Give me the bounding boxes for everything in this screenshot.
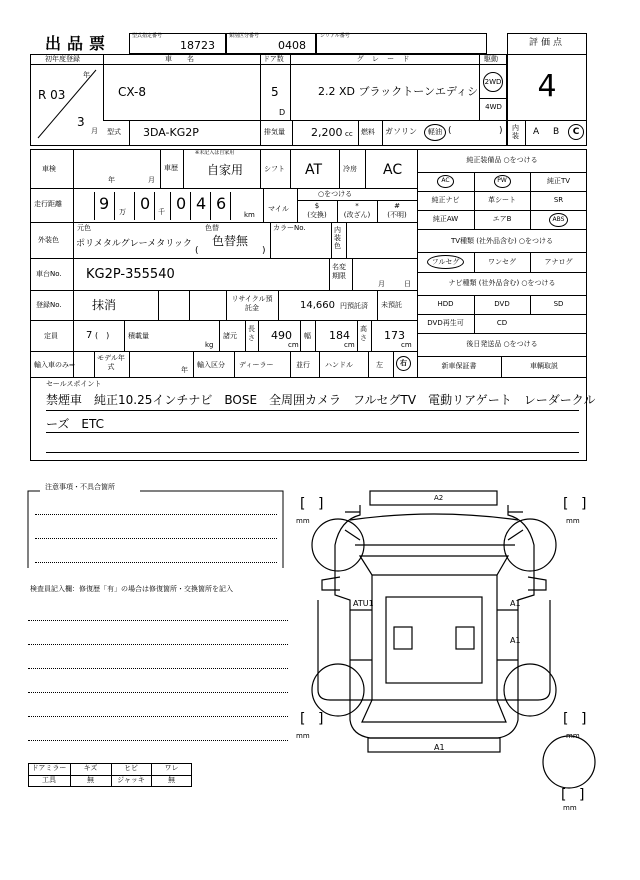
mileage-man: 万: [119, 208, 126, 216]
equip-sr: SR: [553, 196, 564, 204]
aircon-value: AC: [383, 162, 403, 178]
type-no-label: 型式指定番号: [132, 33, 163, 39]
sales-line-1: 禁煙車 純正10.25インチナビ BOSE 全周囲カメラ フルセグTV 電動リアゲート レーダークル: [46, 393, 596, 407]
load-label: 積載量: [128, 332, 149, 340]
fuel-gasoline: ガソリン: [385, 127, 417, 136]
mm-fl: mm: [296, 517, 310, 525]
recycle-label: リサイクル預託金: [231, 295, 273, 312]
equip-ac: AC: [441, 177, 450, 184]
later-manual: 車輌取説: [530, 362, 558, 370]
chassis-label: 車台No.: [36, 270, 62, 278]
height-value: 173: [384, 329, 405, 342]
tamper-label: (改ざん): [343, 211, 371, 219]
later-title: 後日発送品 ○をつける: [466, 340, 538, 348]
length-value: 490: [271, 329, 292, 342]
equip-navi: 純正ナビ: [431, 196, 460, 204]
mileage-digit-1: 9: [99, 194, 110, 213]
mileage-digit-5: 6: [216, 194, 227, 213]
sales-label: セールスポイント: [46, 380, 102, 388]
capacity-value: 7: [86, 330, 93, 341]
damage-right-mid: A1: [510, 599, 521, 608]
navi-dvd: DVD: [494, 300, 510, 308]
import-label: 輸入車のみ⇒: [34, 361, 75, 369]
legend-header-1: ドアミラー: [31, 764, 67, 772]
fuel-diesel: 軽油: [428, 128, 442, 136]
history-label: 車歴: [164, 164, 178, 172]
color-paren-open: (: [195, 246, 199, 256]
inspection-month-unit: 月: [148, 176, 155, 184]
tv-fullseg: フルセグ: [431, 258, 460, 266]
handle-label: ハンドル: [325, 361, 353, 369]
mm-fr: mm: [566, 517, 580, 525]
grade-value: 2.2 XD ブラックトーンエディシ: [318, 85, 479, 98]
mm-spare: mm: [563, 804, 577, 812]
category-label: 類別区分番号: [229, 33, 260, 39]
recycle-suffix: 円預託済: [340, 302, 368, 310]
equip-abs: ABS: [552, 216, 565, 223]
history-note: ※未記入は自家用: [195, 150, 235, 156]
unknown-label: (不明): [387, 211, 407, 219]
drive-label: 駆動: [484, 55, 498, 63]
bracket-rl-open: [: [300, 711, 306, 727]
bracket-rr-open: [: [563, 711, 569, 727]
dvd-playback: DVD再生可: [427, 319, 464, 327]
model-value: 3DA-KG2P: [143, 126, 199, 139]
length-label: 長さ: [248, 325, 255, 342]
chassis-value: KG2P-355540: [86, 267, 175, 282]
recycle-unpaid: 未預託: [381, 301, 402, 309]
bracket-rr-close: ]: [581, 711, 587, 727]
drive-2wd: 2WD: [484, 78, 502, 86]
transfer-label: 名変期限: [332, 263, 346, 280]
damage-left-mid: ATU1: [353, 599, 374, 608]
mileage-label: 走行距離: [34, 200, 62, 208]
bracket-fl-open: [: [300, 496, 306, 512]
model-year-label: モデル年式: [97, 354, 125, 371]
color-outer-label: 外装色: [38, 236, 59, 244]
bracket-fr-close: ]: [581, 496, 587, 512]
width-cm: cm: [344, 341, 355, 349]
grade-label: グ レ ー ド: [356, 55, 413, 63]
load-unit: kg: [205, 341, 214, 349]
fuel-paren-open: (: [448, 126, 452, 136]
navi-title: ナビ種類 (社外品含む) ○をつける: [448, 279, 556, 287]
interior-c: C: [572, 127, 580, 137]
width-label: 幅: [304, 332, 311, 340]
mileage-digit-4: 4: [196, 194, 207, 213]
displacement-unit: cc: [345, 130, 353, 138]
height-cm: cm: [401, 341, 412, 349]
mileage-digit-2: 0: [140, 194, 151, 213]
form-title: 出品票: [45, 34, 112, 53]
dollar-label: $: [314, 202, 320, 210]
legend-value-4: 無: [168, 776, 175, 784]
equip-pw: PW: [497, 177, 507, 184]
star-label: *: [355, 202, 359, 210]
sales-line-2: ーズ ETC: [46, 417, 104, 431]
color-change-value: 色替無: [212, 234, 249, 248]
color-orig-label: 元色: [77, 224, 91, 232]
mileage-km: km: [244, 211, 255, 219]
mileage-circle-note: ○をつける: [318, 190, 353, 198]
legend-header-3: ヒビ: [124, 764, 138, 772]
interior-a: A: [533, 127, 540, 137]
navi-hdd: HDD: [437, 300, 454, 308]
transfer-month: 月: [378, 280, 385, 288]
import-class-label: 輸入区分: [197, 361, 225, 369]
serial-label: シリアル番号: [320, 33, 350, 39]
car-name-value: CX-8: [118, 85, 146, 99]
mm-rr: mm: [566, 732, 580, 740]
legend-value-3: ジャッキ: [117, 776, 145, 784]
length-cm: cm: [288, 341, 299, 349]
mile-label: マイル: [268, 205, 289, 213]
handle-right: 右: [400, 359, 407, 367]
tv-analog: アナログ: [544, 258, 573, 266]
legend-header-2: キズ: [83, 764, 98, 772]
shift-label: シフト: [264, 165, 285, 173]
equipment-title: 純正装備品 ○をつける: [466, 156, 538, 164]
registration-value: 抹消: [92, 298, 117, 312]
damage-rear: A1: [434, 743, 445, 752]
navi-sd: SD: [553, 300, 564, 308]
cd: CD: [496, 319, 508, 327]
mm-rl: mm: [296, 732, 310, 740]
dims-label: 諸元: [223, 332, 237, 340]
first-reg-month: 3: [77, 115, 85, 129]
exchange-label: (交換): [307, 211, 327, 219]
import-dealer: ディーラー: [239, 361, 274, 369]
registration-label: 登録No.: [36, 301, 62, 309]
color-paren-close: ): [262, 246, 266, 256]
handle-left: 左: [376, 361, 383, 369]
model-label: 型式: [107, 128, 121, 136]
displacement-label: 排気量: [264, 128, 285, 136]
width-value: 184: [329, 329, 350, 342]
tv-oneseg: ワンセグ: [488, 258, 516, 266]
mileage-sen: 千: [158, 208, 165, 216]
equip-aw: 純正AW: [432, 215, 459, 223]
tv-title: TV種類 (社外品含む) ○をつける: [450, 237, 554, 245]
drive-4wd: 4WD: [485, 103, 502, 111]
caution-label: 注意事項・不具合箇所: [45, 483, 115, 491]
inspection-label: 車検: [42, 165, 56, 173]
fuel-label: 燃料: [361, 128, 375, 136]
mileage-digit-3: 0: [176, 194, 187, 213]
shift-value: AT: [305, 162, 323, 178]
bracket-spare-close: ]: [579, 787, 585, 803]
inspection-year-unit: 年: [108, 176, 115, 184]
bracket-fr-open: [: [563, 496, 569, 512]
interior-b: B: [553, 127, 560, 137]
doors-value: 5: [271, 85, 279, 99]
aircon-label: 冷房: [343, 165, 357, 173]
year-unit: 年: [83, 71, 90, 79]
interior-label: 内装: [512, 124, 519, 140]
bracket-fl-close: ]: [318, 496, 324, 512]
month-unit: 月: [91, 127, 98, 135]
score-label: 評価点: [528, 38, 565, 48]
capacity-paren: ( ): [95, 331, 110, 340]
color-value: ポリメタルグレーメタリック: [76, 239, 192, 249]
car-name-label: 車 名: [165, 55, 198, 63]
score-value: 4: [537, 69, 557, 104]
damage-right-low: A1: [510, 636, 521, 645]
colorno-label: カラーNo.: [273, 224, 306, 232]
first-reg-era: R 03: [38, 88, 66, 102]
first-reg-label: 初年度登録: [45, 55, 80, 63]
damage-front: A2: [434, 494, 444, 502]
height-label: 高さ: [360, 325, 367, 342]
model-year-unit: 年: [181, 366, 188, 374]
color-change-label: 色替: [205, 224, 219, 232]
equip-airbag: エアB: [492, 215, 512, 223]
legend-header-4: ワレ: [164, 764, 179, 772]
doors-label: ドア数: [263, 55, 284, 63]
bracket-spare-open: [: [561, 787, 567, 803]
legend-value-2: 無: [87, 776, 94, 784]
capacity-label: 定員: [44, 332, 58, 340]
transfer-day: 日: [404, 280, 411, 288]
fuel-paren-close: ): [499, 126, 503, 136]
equip-leather: 革シート: [488, 196, 516, 204]
displacement-value: 2,200: [311, 126, 343, 139]
type-no-value: 18723: [180, 39, 215, 52]
recycle-value: 14,660: [300, 300, 335, 311]
later-warranty: 新車保証書: [441, 362, 477, 370]
import-parallel: 並行: [296, 361, 310, 369]
inspector-label: 検査員記入欄：修復歴「有」の場合は修復箇所・交換箇所を記入: [30, 585, 233, 593]
equip-tv: 純正TV: [546, 177, 571, 185]
history-value: 自家用: [207, 163, 244, 177]
category-value: 0408: [278, 39, 306, 52]
bracket-rl-close: ]: [318, 711, 324, 727]
interior-color-label: 内装色: [334, 226, 341, 250]
hash-label: #: [394, 202, 400, 210]
legend-value-1: 工具: [42, 776, 56, 784]
door-suffix: D: [279, 108, 286, 117]
